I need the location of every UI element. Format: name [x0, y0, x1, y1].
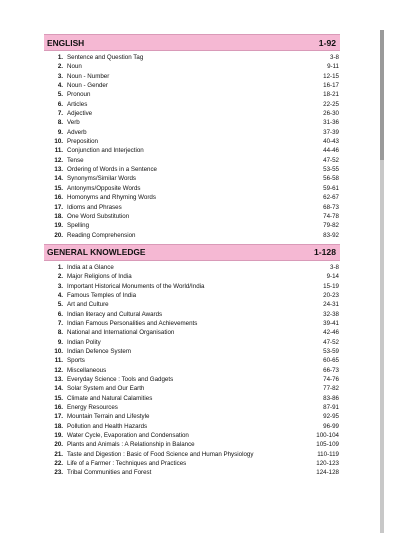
- chapter-pages: 56-58: [323, 175, 339, 183]
- chapter-title: Art and Culture: [67, 301, 109, 309]
- chapter-row: [44, 62, 340, 71]
- chapter-row: [44, 431, 340, 440]
- chapter-pages: 32-38: [323, 310, 339, 318]
- chapter-pages: 68-73: [323, 203, 339, 211]
- chapter-number: 1.: [57, 54, 63, 61]
- chapter-title: Life of a Farmer : Techniques and Practices: [67, 460, 187, 468]
- chapter-row: [44, 203, 340, 212]
- chapter-row: [44, 184, 340, 193]
- section-header: [44, 244, 340, 261]
- chapter-number: 15.: [54, 394, 63, 402]
- chapter-title: Sentence and Question Tag: [67, 54, 144, 61]
- chapter-pages: 3-8: [330, 263, 339, 271]
- chapter-title: Plants and Animals : A Relationship in Balance: [67, 441, 195, 449]
- chapter-pages: 12-15: [323, 72, 339, 80]
- chapter-pages: 47-52: [323, 156, 339, 164]
- chapter-pages: 47-52: [323, 338, 339, 346]
- chapter-row: [44, 356, 340, 365]
- chapter-number: 23.: [54, 469, 63, 477]
- chapter-title: Indian Defence System: [67, 347, 131, 355]
- chapter-number: 3.: [57, 72, 63, 80]
- chapter-title: Energy Resources: [67, 404, 118, 412]
- chapter-title: One Word Substitution: [67, 212, 130, 220]
- chapter-title: Indian Famous Personalities and Achievements: [67, 319, 198, 327]
- chapter-row: [44, 459, 340, 468]
- chapter-row: [44, 282, 340, 291]
- chapter-title: India at a Glance: [67, 263, 114, 271]
- chapter-number: 5.: [57, 91, 63, 99]
- section-page-range: 1-128: [314, 247, 336, 258]
- chapter-pages: 18-21: [323, 91, 339, 99]
- chapter-pages: 74-76: [323, 376, 339, 383]
- chapter-title: Antonyms/Opposite Words: [67, 184, 141, 192]
- chapter-title: Water Cycle, Evaporation and Condensation: [67, 432, 189, 440]
- chapter-number: 12.: [54, 366, 63, 374]
- chapter-number: 8.: [57, 329, 63, 337]
- chapter-number: 18.: [54, 422, 63, 430]
- chapter-pages: 22-25: [323, 100, 339, 108]
- chapter-row: [44, 231, 340, 240]
- chapter-pages: 96-99: [323, 422, 339, 430]
- chapter-row: [44, 53, 340, 62]
- chapter-number: 16.: [54, 194, 63, 202]
- chapter-pages: 62-67: [323, 194, 339, 202]
- chapter-pages: 92-95: [323, 413, 339, 421]
- section-header: [44, 34, 340, 51]
- chapter-number: 12.: [54, 156, 63, 164]
- chapter-pages: 44-46: [323, 147, 339, 155]
- chapter-title: Indian Polity: [67, 338, 101, 346]
- chapter-title: National and International Organisation: [67, 329, 175, 337]
- chapter-number: 6.: [57, 100, 63, 108]
- chapter-pages: 66-73: [323, 366, 339, 374]
- chapter-title: Famous Temples of India: [67, 291, 137, 299]
- chapter-number: 7.: [57, 319, 63, 327]
- chapter-title: Noun: [67, 63, 82, 71]
- chapter-row: [44, 72, 340, 81]
- chapter-row: [44, 263, 340, 272]
- chapter-title: Ordering of Words in a Sentence: [67, 166, 157, 174]
- chapter-pages: 16-17: [323, 82, 339, 90]
- chapter-title: Homonyms and Rhyming Words: [67, 194, 156, 202]
- chapter-title: Adjective: [67, 110, 93, 118]
- chapter-pages: 100-104: [316, 432, 339, 440]
- chapter-title: Idioms and Phrases: [67, 203, 122, 211]
- section-title: ENGLISH: [47, 37, 85, 48]
- chapter-title: Noun - Gender: [67, 82, 108, 90]
- chapter-number: 11.: [54, 357, 63, 365]
- chapter-number: 14.: [54, 175, 63, 183]
- chapter-row: [44, 212, 340, 221]
- chapter-row: [44, 90, 340, 99]
- chapter-number: 13.: [54, 376, 63, 383]
- chapter-row: [44, 291, 340, 300]
- chapter-number: 17.: [54, 203, 63, 211]
- chapter-pages: 40-43: [323, 138, 339, 146]
- chapter-pages: 60-65: [323, 357, 339, 365]
- chapter-number: 15.: [54, 184, 63, 192]
- chapter-row: [44, 310, 340, 319]
- chapter-number: 10.: [54, 347, 63, 355]
- chapter-pages: 42-46: [323, 329, 339, 337]
- chapter-row: [44, 384, 340, 393]
- chapter-title: Miscellaneous: [67, 366, 107, 374]
- chapter-number: 22.: [54, 460, 63, 468]
- chapter-pages: 83-86: [323, 394, 339, 402]
- chapter-row: [44, 165, 340, 174]
- chapter-number: 6.: [57, 310, 63, 318]
- chapter-row: [44, 366, 340, 375]
- chapter-row: [44, 450, 340, 459]
- chapter-row: [44, 156, 340, 165]
- scrollbar-thumb[interactable]: [380, 30, 384, 160]
- chapter-pages: 79-82: [323, 222, 339, 230]
- chapter-row: [44, 328, 340, 337]
- chapter-row: [44, 272, 340, 281]
- chapter-row: [44, 100, 340, 109]
- chapter-pages: 15-19: [323, 282, 339, 290]
- table-of-contents: [44, 34, 340, 478]
- chapter-pages: 53-55: [323, 166, 339, 174]
- chapter-title: Climate and Natural Calamities: [67, 394, 153, 402]
- chapter-title: Conjunction and Interjection: [67, 147, 144, 155]
- chapter-number: 7.: [57, 110, 63, 118]
- chapter-pages: 31-36: [323, 119, 339, 127]
- chapter-pages: 74-78: [323, 212, 339, 220]
- chapter-title: Sports: [67, 357, 85, 365]
- chapter-title: Important Historical Monuments of the World/India: [67, 282, 205, 290]
- chapter-pages: 3-8: [330, 54, 339, 61]
- chapter-list: [44, 53, 340, 240]
- chapter-row: [44, 468, 340, 477]
- chapter-row: [44, 319, 340, 328]
- chapter-pages: 110-119: [317, 450, 339, 458]
- chapter-title: Pronoun: [67, 91, 91, 99]
- chapter-pages: 26-30: [323, 110, 339, 118]
- chapter-number: 11.: [54, 147, 63, 155]
- chapter-pages: 37-39: [323, 128, 339, 136]
- chapter-title: Everyday Science : Tools and Gadgets: [67, 376, 174, 383]
- chapter-number: 13.: [54, 166, 63, 174]
- chapter-row: [44, 300, 340, 309]
- chapter-number: 17.: [54, 413, 63, 421]
- chapter-number: 20.: [54, 441, 63, 449]
- section-title: GENERAL KNOWLEDGE: [47, 247, 146, 258]
- chapter-title: Major Religions of India: [67, 273, 132, 281]
- chapter-number: 20.: [54, 231, 63, 239]
- chapter-row: [44, 109, 340, 118]
- chapter-title: Indian literacy and Cultural Awards: [67, 310, 163, 318]
- chapter-number: 1.: [57, 263, 63, 271]
- chapter-number: 2.: [57, 63, 63, 71]
- chapter-pages: 87-91: [323, 404, 339, 412]
- chapter-pages: 39-41: [323, 319, 339, 327]
- chapter-title: Articles: [67, 100, 88, 108]
- chapter-number: 10.: [54, 138, 63, 146]
- chapter-pages: 83-92: [323, 231, 339, 239]
- chapter-title: Noun - Number: [67, 72, 110, 80]
- section-page-range: 1-92: [318, 37, 336, 48]
- chapter-row: [44, 440, 340, 449]
- chapter-row: [44, 174, 340, 183]
- chapter-pages: 105-109: [316, 441, 339, 449]
- chapter-title: Synonyms/Similar Words: [67, 175, 136, 183]
- chapter-list: [44, 263, 340, 478]
- chapter-number: 4.: [57, 82, 63, 90]
- chapter-title: Spelling: [67, 222, 90, 230]
- chapter-title: Taste and Digestion : Basic of Food Science and Human Physiology: [67, 450, 254, 458]
- chapter-title: Preposition: [67, 138, 98, 146]
- chapter-title: Tribal Communities and Forest: [67, 469, 152, 477]
- chapter-row: [44, 347, 340, 356]
- chapter-row: [44, 128, 340, 137]
- chapter-row: [44, 221, 340, 230]
- chapter-number: 9.: [57, 128, 63, 136]
- chapter-number: 16.: [54, 404, 63, 412]
- chapter-number: 2.: [57, 273, 63, 281]
- chapter-row: [44, 412, 340, 421]
- chapter-title: Reading Comprehension: [67, 231, 136, 239]
- chapter-number: 5.: [57, 301, 63, 309]
- chapter-pages: 120-123: [316, 460, 339, 468]
- chapter-pages: 9-11: [327, 63, 339, 71]
- chapter-number: 21.: [54, 450, 63, 458]
- chapter-row: [44, 375, 340, 384]
- chapter-pages: 124-128: [316, 469, 339, 477]
- chapter-pages: 20-23: [323, 291, 339, 299]
- chapter-title: Pollution and Health Hazards: [67, 422, 148, 430]
- chapter-pages: 59-61: [323, 184, 339, 192]
- chapter-row: [44, 146, 340, 155]
- chapter-number: 19.: [54, 222, 63, 230]
- chapter-title: Solar System and Our Earth: [67, 385, 145, 393]
- chapter-row: [44, 118, 340, 127]
- chapter-number: 18.: [54, 212, 63, 220]
- chapter-title: Mountain Terrain and Lifestyle: [67, 413, 150, 421]
- chapter-row: [44, 422, 340, 431]
- chapter-title: Adverb: [67, 128, 87, 136]
- chapter-number: 9.: [57, 338, 63, 346]
- chapter-pages: 24-31: [323, 301, 339, 309]
- chapter-row: [44, 137, 340, 146]
- chapter-row: [44, 193, 340, 202]
- chapter-pages: 77-82: [323, 385, 339, 393]
- chapter-number: 8.: [57, 119, 63, 127]
- chapter-number: 19.: [54, 432, 63, 440]
- chapter-number: 3.: [57, 282, 63, 290]
- chapter-title: Verb: [67, 119, 80, 127]
- chapter-number: 4.: [57, 291, 63, 299]
- chapter-row: [44, 81, 340, 90]
- chapter-row: [44, 403, 340, 412]
- chapter-pages: 9-14: [326, 273, 339, 281]
- chapter-title: Tense: [67, 156, 84, 164]
- chapter-number: 14.: [54, 385, 63, 393]
- chapter-row: [44, 338, 340, 347]
- chapter-row: [44, 394, 340, 403]
- chapter-pages: 53-59: [323, 347, 339, 355]
